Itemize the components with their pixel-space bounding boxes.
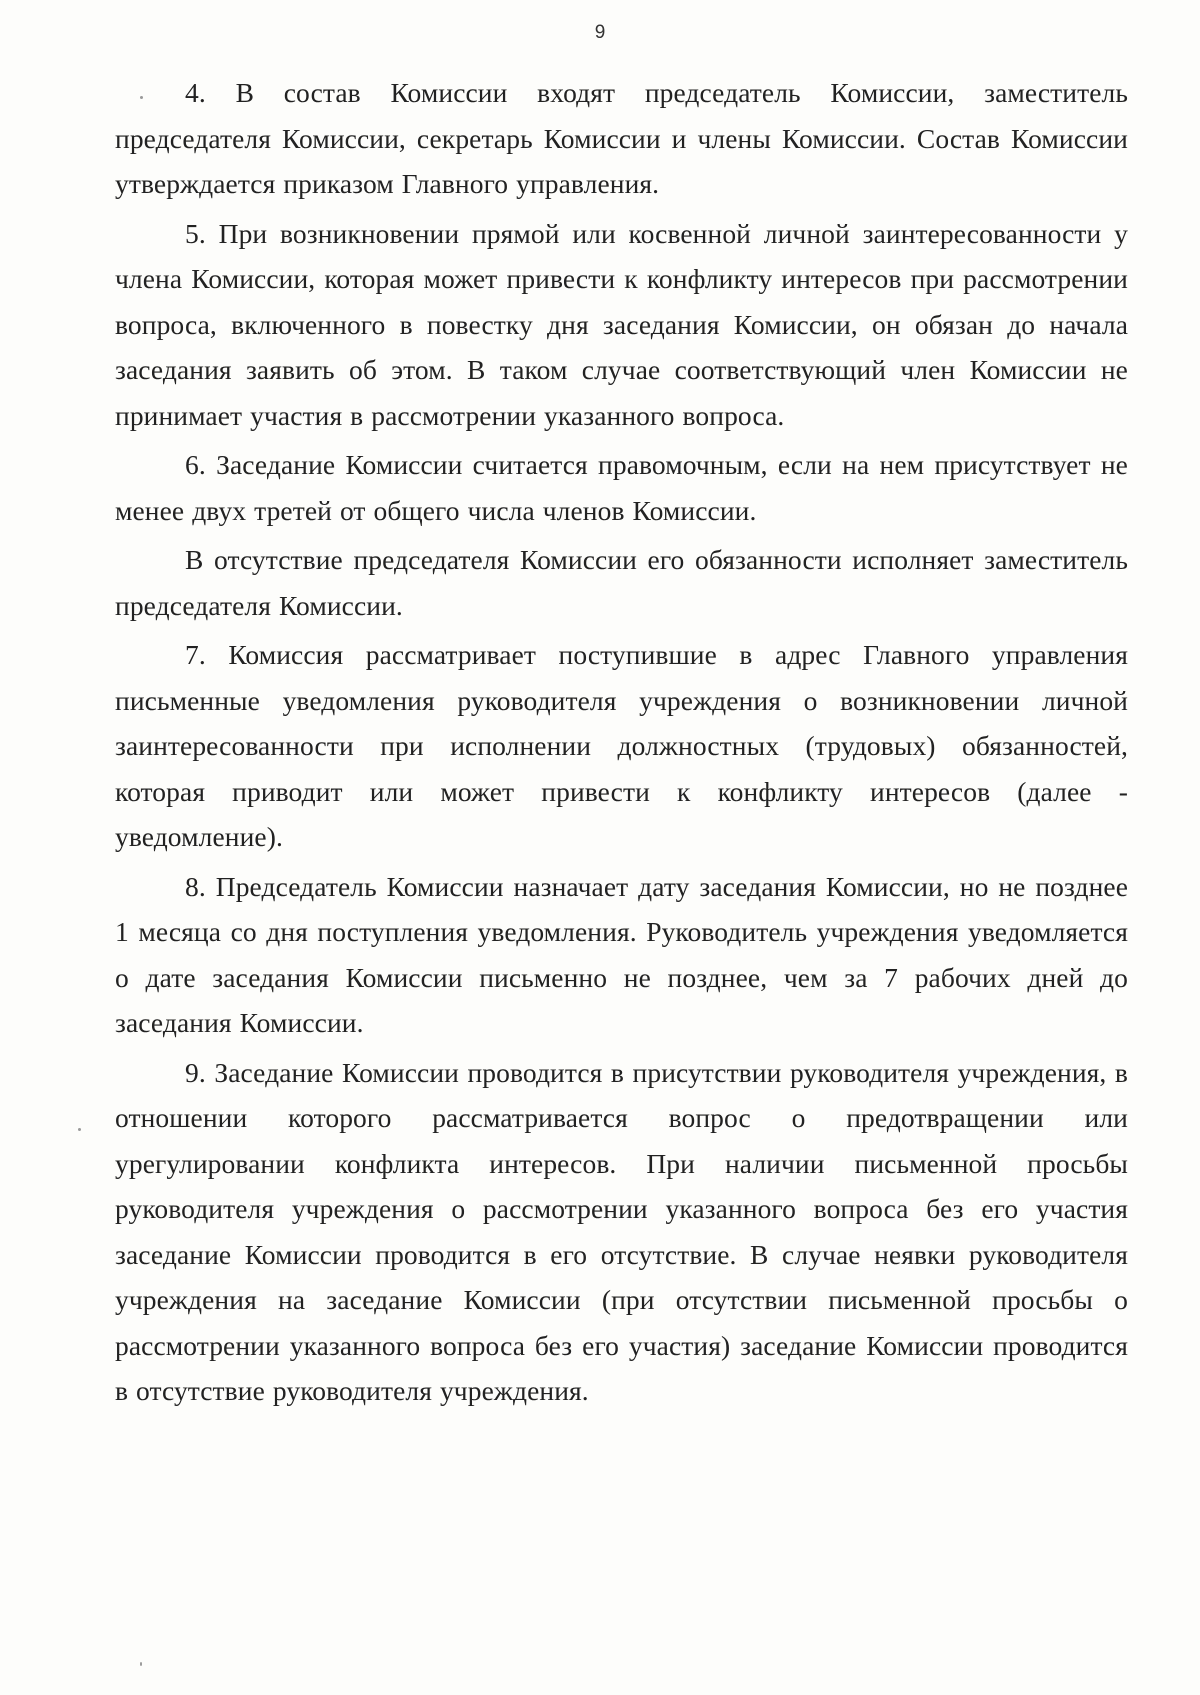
scan-speck bbox=[140, 96, 143, 99]
page-number: 9 bbox=[594, 22, 606, 43]
paragraph-item-6: 6. Заседание Комиссии считается правомочным, если на нем присутствует не менее двух третей от общего числа членов Комиссии. bbox=[115, 449, 1128, 526]
paragraph-item-5: 5. При возникновении прямой или косвенной личной заинтересованности у члена Комиссии, которая может привести к конфликту интересов при рассмотрении вопроса, включенного в повестку дня заседания Комиссии, он обязан до начала заседания заявить об этом. В таком случае соответствующий член Комиссии не принимает участия в рассмотрении указанного вопроса. bbox=[115, 217, 1128, 431]
paragraph-item-8: 8. Председатель Комиссии назначает дату заседания Комиссии, но не позднее 1 месяца со дня поступления уведомления. Руководитель учреждения уведомляется о дате заседания Комиссии письменно не позднее, чем за 7 рабочих дней до заседания Комиссии. bbox=[115, 870, 1128, 1038]
scan-speck bbox=[78, 1128, 81, 1131]
scan-speck bbox=[140, 1662, 142, 1666]
paragraph-item-7: 7. Комиссия рассматривает поступившие в адрес Главного управления письменные уведомления руководителя учреждения о возникновении личной заинтересованности при исполнении должностных (трудовых) обязанностей, которая приводит или может привести к конфликту интересов (далее - уведомление). bbox=[115, 639, 1128, 852]
paragraph-item-9: 9. Заседание Комиссии проводится в присутствии руководителя учреждения, в отношении которого рассматривается вопрос о предотвращении или урегулировании конфликта интересов. При наличии письменной просьбы руководителя учреждения о рассмотрении указанного вопроса без его участия заседание Комиссии проводится в его отсутствие. В случае неявки руководителя учреждения на заседание Комиссии (при отсутствии письменной просьбы о рассмотрении указанного вопроса без его участия) заседание Комиссии проводится в отсутствие руководителя учреждения. bbox=[115, 1056, 1128, 1406]
paragraph-item-4: 4. В состав Комиссии входят председатель Комиссии, заместитель председателя Комиссии, секретарь Комиссии и члены Комиссии. Состав Комиссии утверждается приказом Главного управления. bbox=[115, 77, 1128, 199]
paragraph-item-6-continued: В отсутствие председателя Комиссии его обязанности исполняет заместитель председателя Комиссии. bbox=[115, 544, 1128, 621]
document-body bbox=[115, 70, 1128, 1418]
